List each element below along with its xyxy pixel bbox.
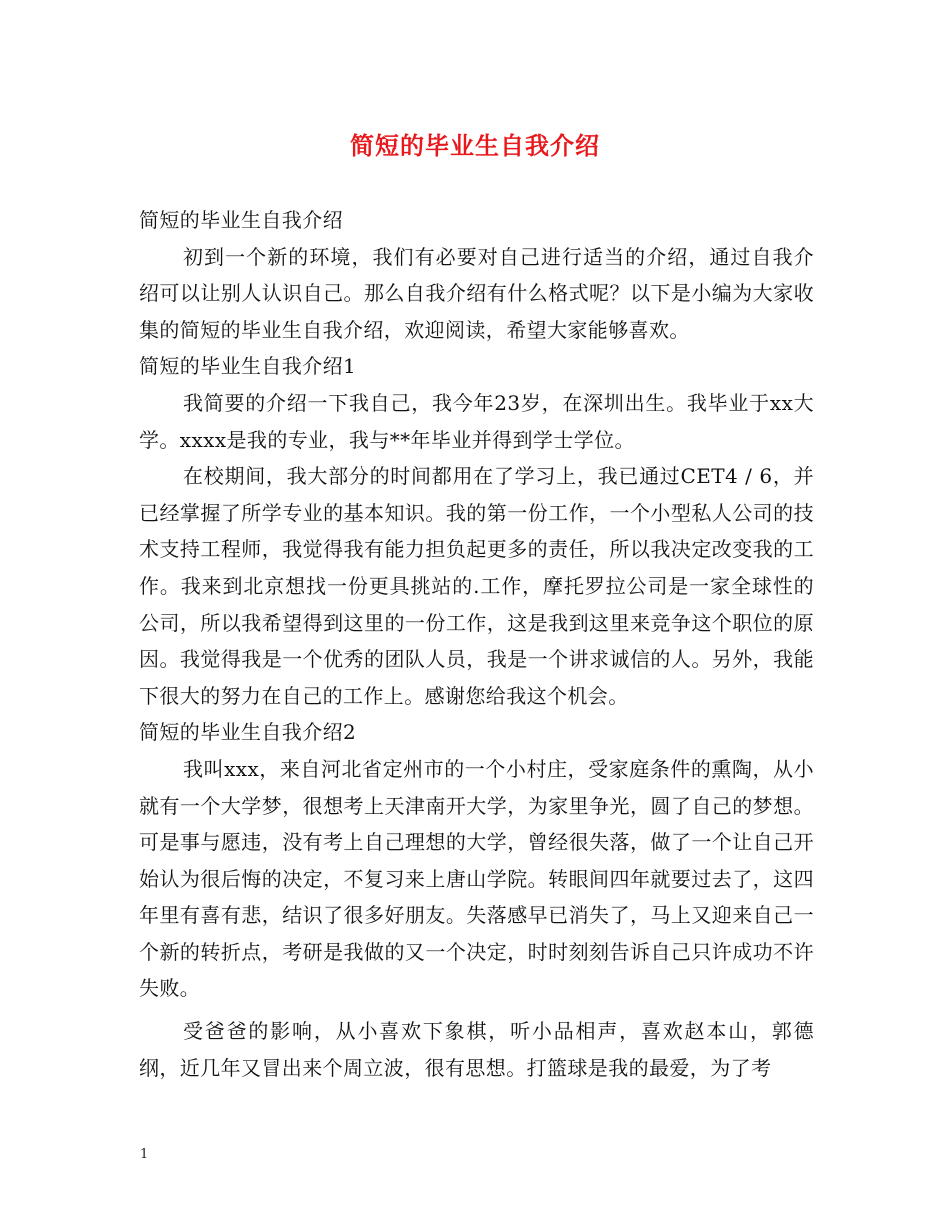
section-heading-2: 简短的毕业生自我介绍2 (139, 720, 357, 745)
paragraph-1a: 我简要的介绍一下我自己，我今年23岁，在深圳出生。我毕业于xx大学。xxxx是我的专业，我与**年毕业并得到学士学位。 (139, 390, 814, 452)
section-heading-1: 简短的毕业生自我介绍1 (139, 354, 357, 379)
intro-paragraph: 初到一个新的环境，我们有必要对自己进行适当的介绍，通过自我介绍可以让别人认识自己。那么自我介绍有什么格式呢？以下是小编为大家收集的简短的毕业生自我介绍，欢迎阅读，希望大家能够喜欢。 (139, 244, 814, 342)
document-title: 简短的毕业生自我介绍 (350, 131, 600, 160)
section-heading: 简短的毕业生自我介绍 (139, 208, 343, 232)
page-number: 1 (140, 1147, 149, 1162)
paragraph-1b: 在校期间，我大部分的时间都用在了学习上，我已通过CET4 / 6，并已经掌握了所学专业的基本知识。我的第一份工作，一个小型私人公司的技术支持工程师，我觉得我有能力担负起更多的责任，所以我决定改变我的工作。我来到北京想找一份更具挑站的.工作，摩托罗拉公司是一家全球性的公司，所以我希望得到这里的一份工作，这是我到这里来竞争这个职位的原因。我觉得我是一个优秀的团队人员，我是一个讲求诚信的人。另外，我能下很大的努力在自己的工作上。感谢您给我这个机会。 (139, 464, 814, 708)
paragraph-2a: 我叫xxx，来自河北省定州市的一个小村庄，受家庭条件的熏陶，从小就有一个大学梦，很想考上天津南开大学，为家里争光，圆了自己的梦想。可是事与愿违，没有考上自己理想的大学，曾经很失落，做了一个让自己开始认为很后悔的决定，不复习来上唐山学院。转眼间四年就要过去了，这四年里有喜有悲，结识了很多好朋友。失落感早已消失了，马上又迎来自己一个新的转折点，考研是我做的又一个决定，时时刻刻告诉自己只许成功不许失败。 (139, 756, 814, 1001)
paragraph-2b: 受爸爸的影响，从小喜欢下象棋，听小品相声，喜欢赵本山，郭德纲，近几年又冒出来个周立波，很有思想。打篮球是我的最爱，为了考 (139, 1019, 814, 1080)
document-body (139, 202, 814, 1086)
